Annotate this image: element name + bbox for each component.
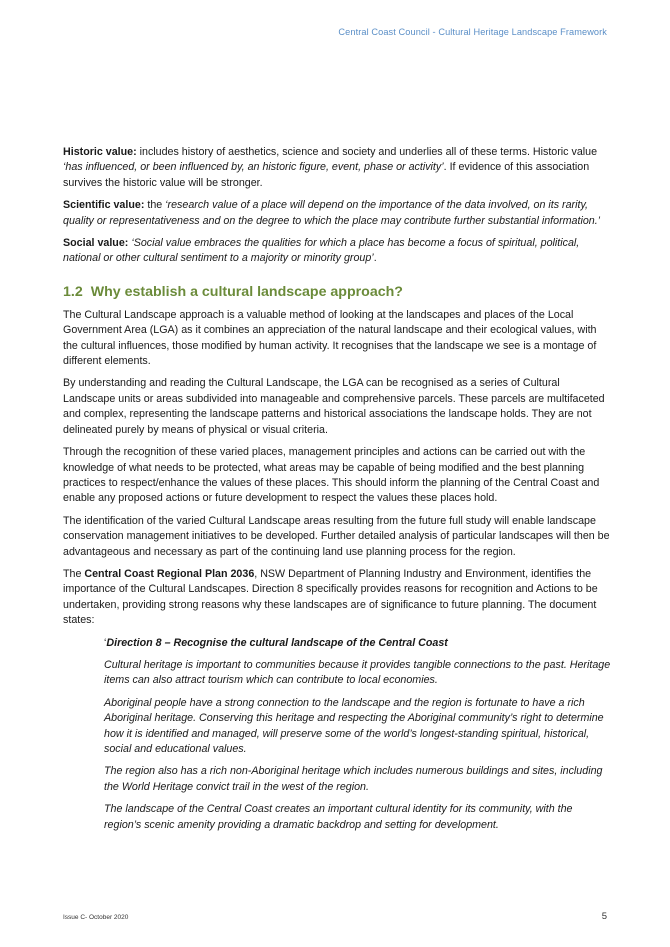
section-heading (63, 283, 611, 301)
quote-title: Direction 8 – Recognise the cultural landscape of the Central Coast (106, 636, 448, 649)
section-number: 1.2 (63, 283, 83, 300)
scientific-value-label: Scientific value: (63, 199, 145, 212)
section-paragraph: Through the recognition of these varied places, management principles and actions can be carried out with the knowledge of what needs to be protected, what areas may be capable of being modified and the best planning practices to respect/enhance the values of these places. This should inform the planning of the Central Coast and enable any proposed actions or future development to respect the values these places hold. (63, 446, 600, 505)
page-number: 5 (601, 911, 607, 922)
quote-paragraph: The region also has a rich non-Aboriginal heritage which includes numerous buildings and sites, including the World Heritage convict trail in the west of the region. (104, 765, 603, 793)
historic-value-text-end: . If evidence of this association survives the historic value will be stronger. (63, 161, 590, 189)
issue-label: Issue C- October 2020 (63, 914, 129, 921)
quote-paragraph: Aboriginal people have a strong connection to the landscape and the region is fortunate to have a rich Aboriginal heritage. Conserving this heritage and respecting the Aboriginal community’s right to determine how it is identified and managed, will preserve some of the world’s longest-standing spiritual, historical, social and educational values. (104, 696, 604, 755)
scientific-value-paragraph (63, 198, 611, 229)
regional-plan-paragraph (63, 567, 611, 629)
quote-paragraph: The landscape of the Central Coast creates an important cultural identity for its community, with the region’s scenic amenity providing a dramatic backdrop and setting for development. (104, 803, 573, 831)
document-body (63, 145, 611, 840)
plan-text: The (63, 567, 85, 580)
plan-text-end: , NSW Department of Planning Industry and Environment, identifies the importance of the Cultural Landscapes. Direction 8 specifically provides reasons for recognition and Actions to be undertaken, providing strong reasons why these landscapes are of significance to future planning. The document states: (63, 567, 598, 627)
historic-value-paragraph (63, 145, 611, 191)
quote-paragraph: Cultural heritage is important to communities because it provides tangible connections to the past. Heritage items can also attract tourism which can contribute to local economies. (104, 658, 611, 687)
social-value-label: Social value: (63, 237, 129, 250)
section-paragraph: The Cultural Landscape approach is a valuable method of looking at the landscapes and places of the Local Government Area (LGA) as it combines an appreciation of the natural landscape and their ecological values, with the cultural influences, those modified by human activity. It recognises that the landscape we see is a montage of different elements. (63, 308, 597, 368)
section-paragraph: By understanding and reading the Cultural Landscape, the LGA can be recognised as a series of Cultural Landscape units or areas subdivided into manageable and comprehensive parcels. These parcels are multifaceted and complex, representing the landscape patterns and historical associations the landscape holds. They are not delineated purely by means of physical or visual criteria. (63, 377, 605, 436)
historic-value-text: includes history of aesthetics, science and society and underlies all of these terms. Historic value (136, 146, 598, 158)
section-title: Why establish a cultural landscape approach? (90, 283, 403, 300)
quote-open-mark: ‘ (104, 636, 107, 649)
social-value-quote: ‘Social value embraces the qualities for which a place has become a focus of spiritual, political, national or other cultural sentiment to a majority or minority group’ (63, 237, 580, 265)
scientific-value-quote: ‘research value of a place will depend on the importance of the data involved, on its rarity, quality or representativeness and on the degree to which the place may contribute further substantial information.’ (63, 199, 601, 227)
historic-value-quote: ‘has influenced, or been influenced by, an historic figure, event, phase or activity’ (63, 161, 444, 174)
running-header: Central Coast Council - Cultural Heritage Landscape Framework (338, 27, 607, 37)
plan-name: Central Coast Regional Plan 2036 (84, 567, 255, 580)
historic-value-label: Historic value: (63, 146, 137, 158)
section-paragraph: The identification of the varied Cultural Landscape areas resulting from the future full study will enable landscape conservation management initiatives to be developed. Further detailed analysis of particular landscapes will then be advantageous and necessary as part of the continuing land use planning process for the region. (63, 514, 610, 558)
quote-title-line (104, 636, 611, 651)
direction-quote-block (104, 636, 611, 833)
social-value-text-end: . (373, 252, 377, 265)
scientific-value-text: the (144, 199, 166, 212)
social-value-paragraph (63, 236, 611, 267)
